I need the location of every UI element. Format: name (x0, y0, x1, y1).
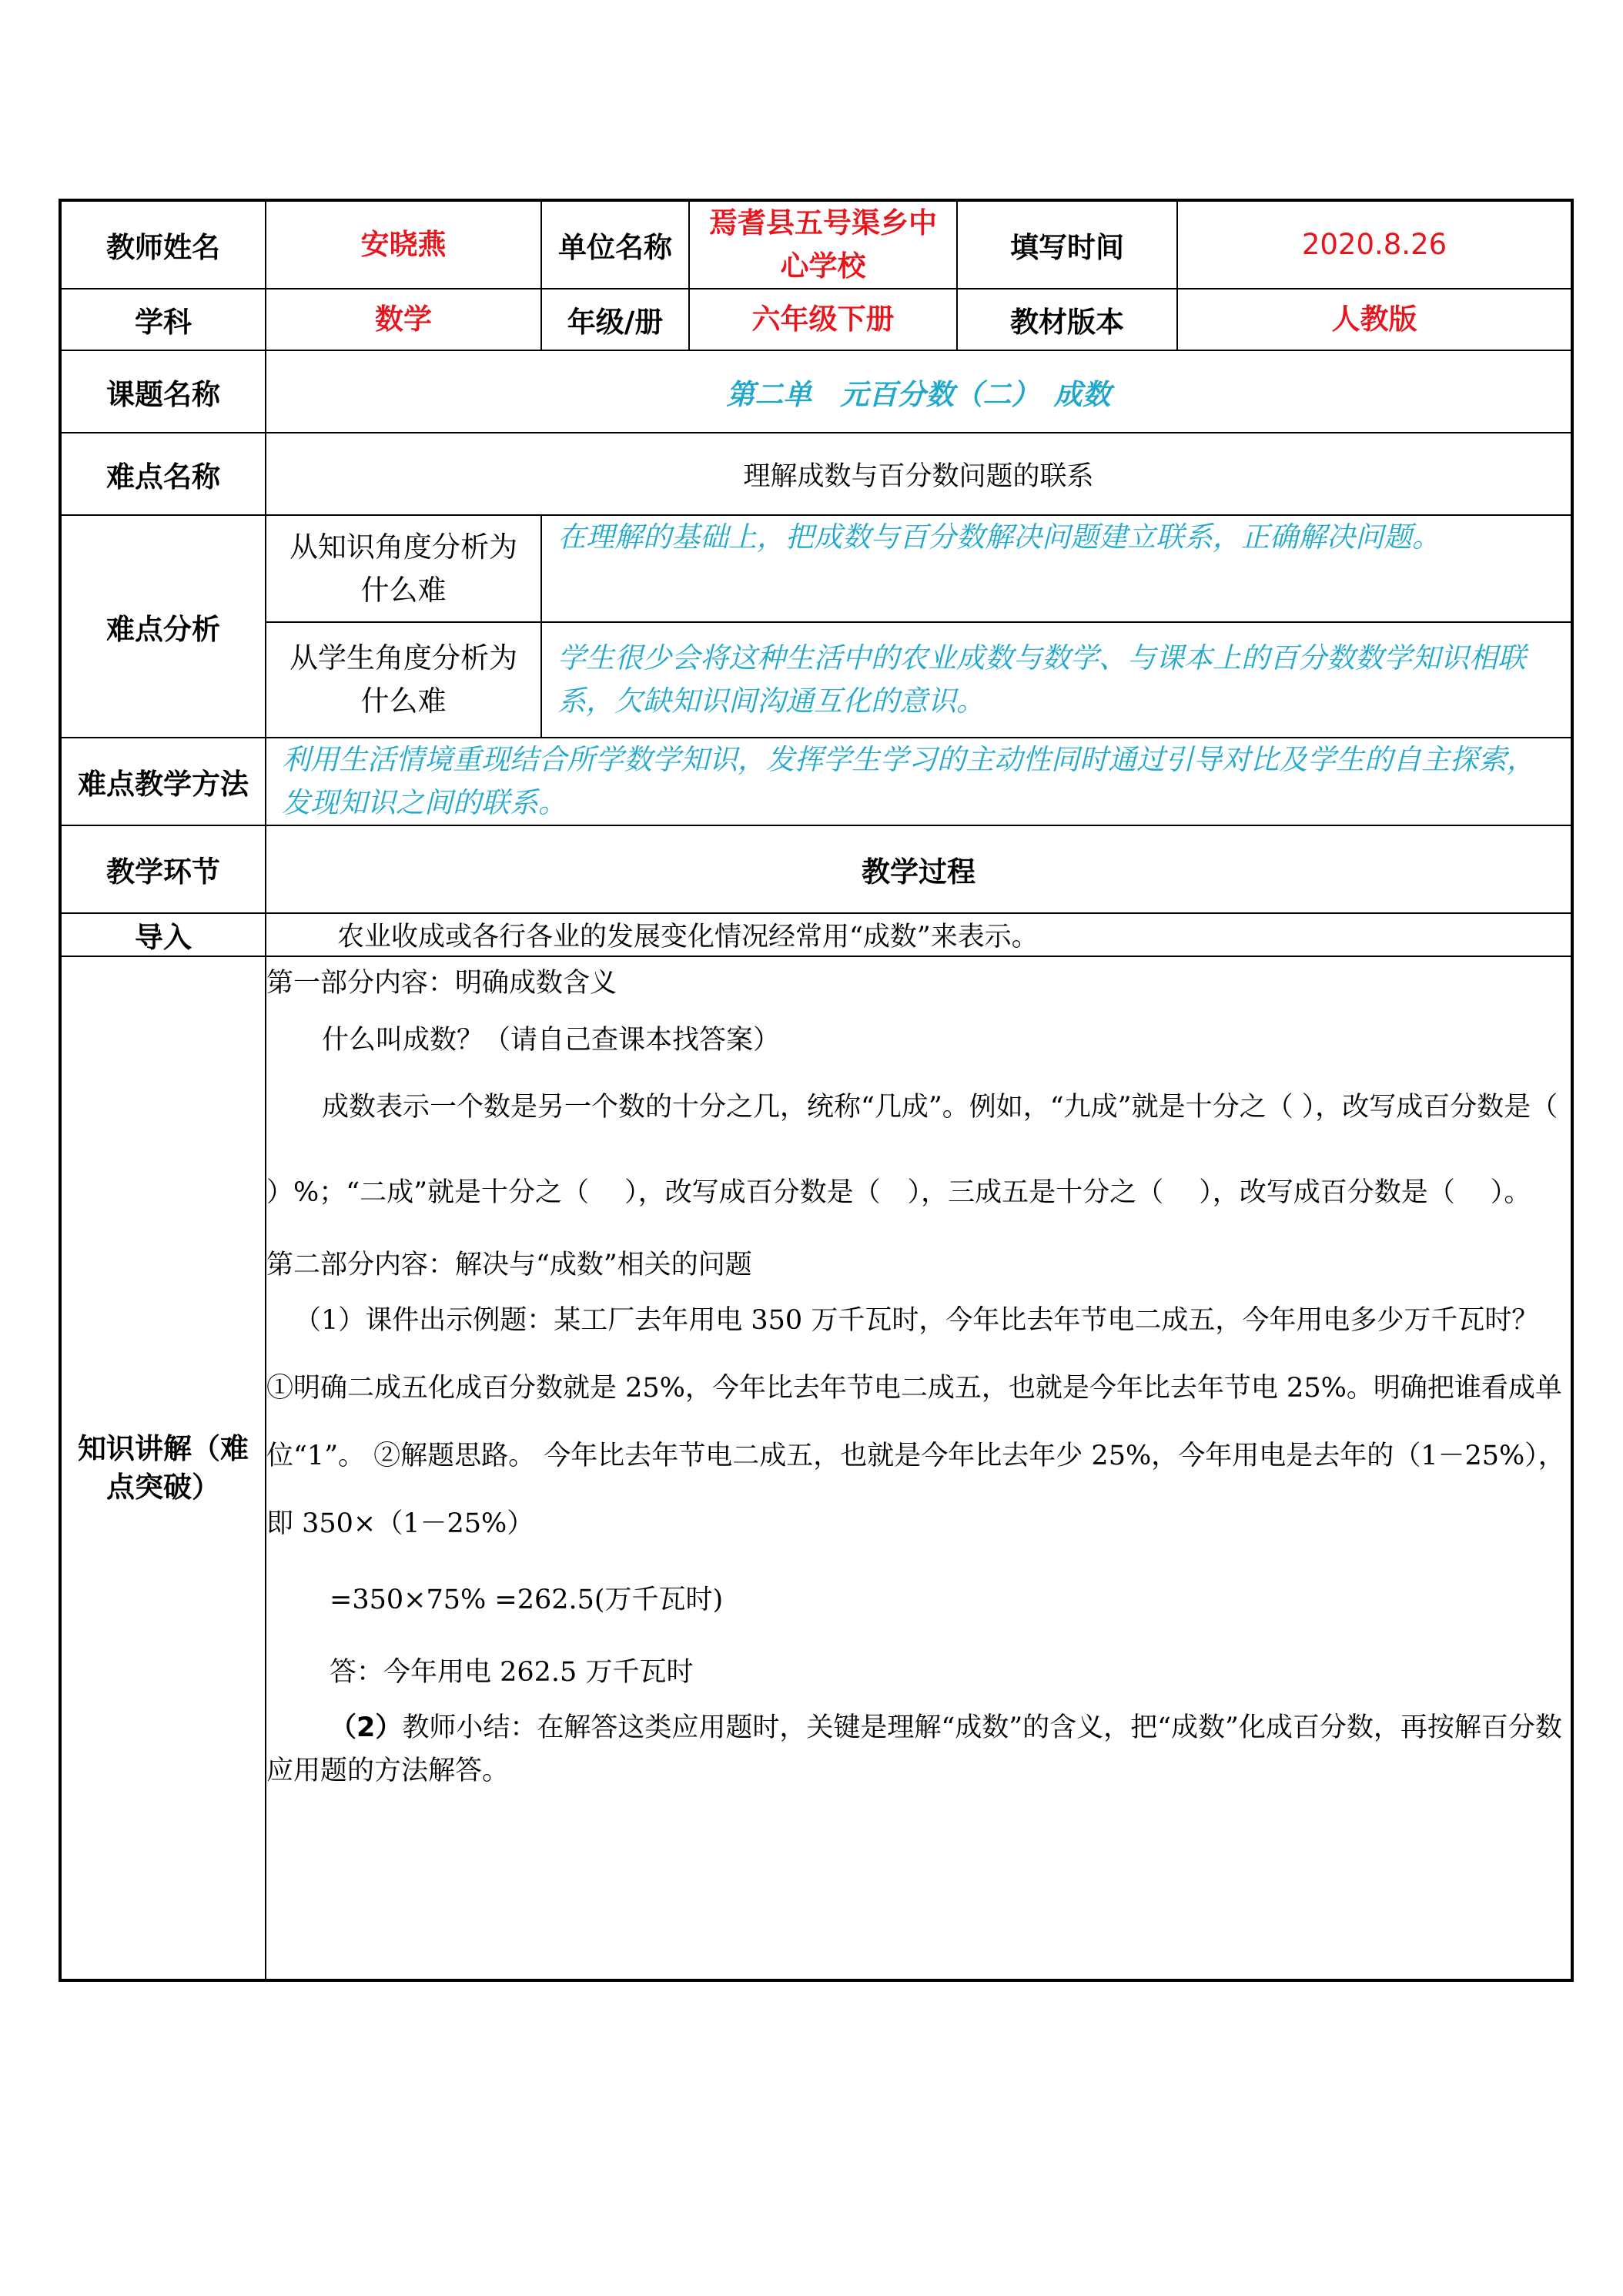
subject-value: 数学 (266, 289, 541, 350)
method-text: 利用生活情境重现结合所学数学知识，发挥学生学习的主动性同时通过引导对比及学生的自主探索，发现知识之间的联系。 (266, 738, 1572, 825)
analysis-label: 难点分析 (60, 515, 266, 738)
header-row (60, 200, 1572, 289)
knowledge-angle-label: 从知识角度分析为什么难 (266, 515, 541, 622)
lecture-row (60, 956, 1572, 1980)
student-angle-label: 从学生角度分析为什么难 (266, 622, 541, 738)
edition-value: 人教版 (1177, 289, 1572, 350)
topic-row (60, 350, 1572, 433)
edition-label: 教材版本 (957, 289, 1177, 350)
difficulty-value: 理解成数与百分数问题的联系 (266, 433, 1572, 515)
subject-label: 学科 (60, 289, 266, 350)
calc-text: =350×75% =262.5(万千瓦时) (330, 1585, 724, 1615)
process-header-value: 教学过程 (266, 825, 1572, 913)
teacher-name-value: 安晓燕 (266, 200, 541, 289)
definition-text: 成数表示一个数是另一个数的十分之几，统称“几成”。例如，“九成”就是十分之（ ），改写成百分数是（ ）%；“二成”就是十分之（ ），改写成百分数是（ ），三成五是十分之（ ），改写成百分数是（ ）。 (266, 1092, 1558, 1208)
unit-name-value: 焉耆县五号渠乡中心学校 (689, 200, 957, 289)
method-row (60, 738, 1572, 825)
summary-text (266, 1706, 1571, 1792)
unit-label: 单位名称 (541, 200, 689, 289)
process-header-row (60, 825, 1572, 913)
intro-row (60, 913, 1572, 956)
part2-title: 第二部分内容：解决与“成数”相关的问题 (266, 1250, 752, 1280)
example-text: （1）课件出示例题：某工厂去年用电 350 万千瓦时，今年比去年节电二成五，今年用电多少万千瓦时？ ①明确二成五化成百分数就是 25%，今年比去年节电二成五，也就是今年比去年节电 25%。明确把谁看成单位“1”。 ②解题思路。 今年比去年节电二成五，也就是今年比去年少 25%，今年用电是去年的（1－25%），即 350×（1－25%） (266, 1305, 1565, 1539)
analysis-knowledge-row (60, 515, 1572, 622)
lesson-plan-table (59, 199, 1574, 1982)
lecture-content (266, 956, 1572, 1980)
fill-time-value: 2020.8.26 (1177, 200, 1572, 289)
intro-text: 农业收成或各行各业的发展变化情况经常用“成数”来表示。 (266, 913, 1572, 956)
teacher-name-label: 教师姓名 (60, 200, 266, 289)
process-header-label: 教学环节 (60, 825, 266, 913)
part1-title: 第一部分内容：明确成数含义 (266, 968, 617, 999)
fill-time-label: 填写时间 (957, 200, 1177, 289)
lecture-label: 知识讲解（难点突破） (60, 956, 266, 1980)
student-angle-text: 学生很少会将这种生活中的农业成数与数学、与课本上的百分数数学知识相联系，欠缺知识间沟通互化的意识。 (541, 622, 1572, 738)
summary-number: （2） (330, 1712, 403, 1743)
difficulty-label: 难点名称 (60, 433, 266, 515)
difficulty-row (60, 433, 1572, 515)
method-label: 难点教学方法 (60, 738, 266, 825)
analysis-student-row (60, 622, 1572, 738)
topic-label: 课题名称 (60, 350, 266, 433)
question-text: 什么叫成数？（请自己查课本找答案） (322, 1025, 781, 1056)
subject-row (60, 289, 1572, 350)
intro-label: 导入 (60, 913, 266, 956)
grade-value: 六年级下册 (689, 289, 957, 350)
topic-value: 第二单 元百分数（二） 成数 (266, 350, 1572, 433)
grade-label: 年级/册 (541, 289, 689, 350)
answer-text: 答：今年用电 262.5 万千瓦时 (330, 1657, 694, 1688)
summary-body: 教师小结：在解答这类应用题时，关键是理解“成数”的含义，把“成数”化成百分数，再按解百分数应用题的方法解答。 (266, 1712, 1562, 1786)
knowledge-angle-text: 在理解的基础上，把成数与百分数解决问题建立联系，正确解决问题。 (541, 515, 1572, 622)
